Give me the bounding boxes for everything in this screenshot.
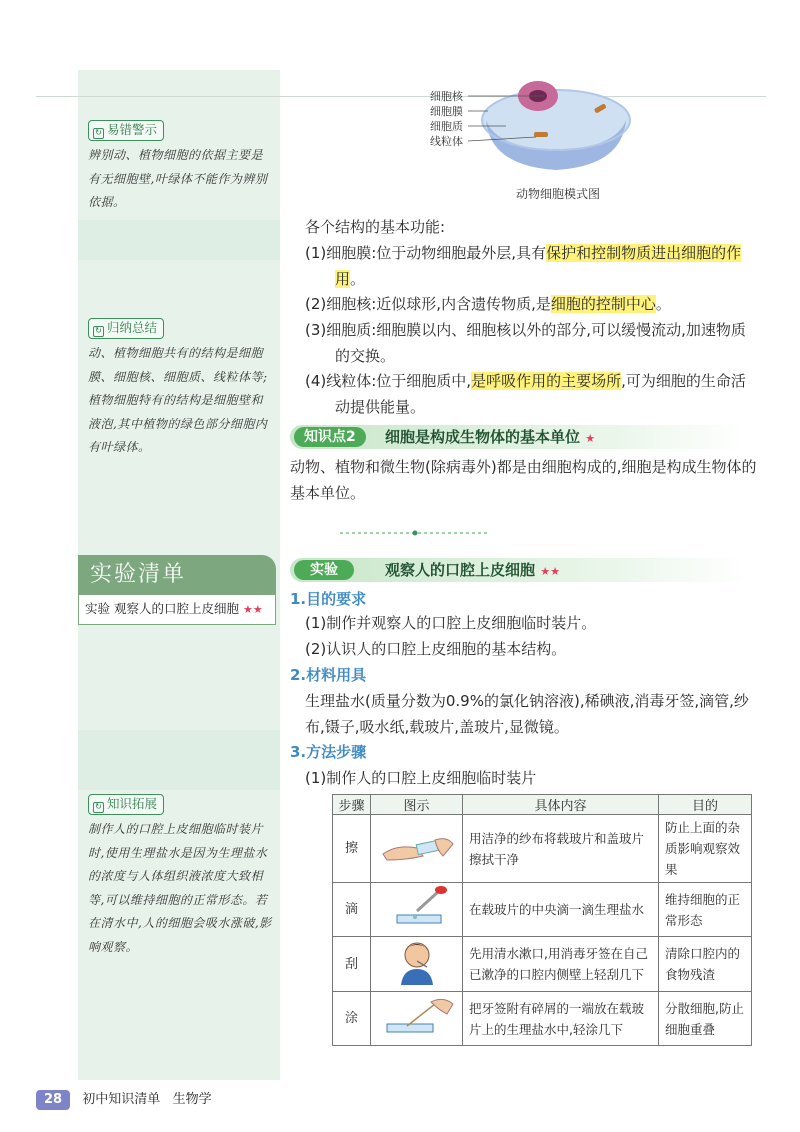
tip-summary-text: 动、植物细胞共有的结构是细胞膜、细胞核、细胞质、线粒体等;植物细胞特有的结构是细胞壁和液泡,其中植物的绿色部分细胞内有叶绿体。 (88, 346, 268, 454)
experiment-list-header: 实验清单 (78, 555, 276, 595)
step-content: 在载玻片的中央滴一滴生理盐水 (463, 883, 659, 937)
step-name: 涂 (333, 992, 371, 1046)
knowledge-point-text: 动物、植物和微生物(除病毒外)都是由细胞构成的,细胞是构成生物体的基本单位。 (290, 458, 757, 502)
page-footer (36, 1090, 212, 1110)
step-name: 滴 (333, 883, 371, 937)
step-name: 刮 (333, 937, 371, 992)
figure-leader-lines (466, 92, 546, 148)
step-illustration-drop (371, 883, 463, 937)
knowledge-point-2-bar (290, 425, 748, 449)
step-illustration-wipe (371, 815, 463, 883)
step-purpose: 分散细胞,防止细胞重叠 (659, 992, 752, 1046)
sidebar-faded-band (78, 220, 280, 260)
section-method-heading: 3.方法步骤 (290, 743, 367, 761)
book-title: 初中知识清单 (82, 1092, 161, 1107)
section-divider (340, 530, 490, 536)
tip-extension-tag: ↻ 知识拓展 (88, 794, 164, 815)
label-cytoplasm: 细胞质 (430, 120, 463, 133)
knowledge-point-pill: 知识点2 (294, 427, 366, 447)
aim-item: (1)制作并观察人的口腔上皮细胞临时装片。 (305, 614, 597, 632)
table-row (333, 815, 752, 883)
function-mitochondria: (4)线粒体:位于细胞质中,是呼吸作用的主要场所,可为细胞的生命活动提供能量。 (305, 372, 746, 416)
tip-icon: ↻ (93, 128, 104, 139)
materials-text: 生理盐水(质量分数为0.9%的氯化钠溶液),稀碘液,消毒牙签,滴管,纱布,镊子,吸水纸,载玻片,盖玻片,显微镜。 (305, 692, 749, 736)
smear-slide-icon (377, 994, 457, 1038)
table-row (333, 883, 752, 937)
method-steps-table (332, 794, 752, 1046)
experiment-pill: 实验 (294, 560, 354, 580)
function-cytoplasm: (3)细胞质:细胞膜以内、细胞核以外的部分,可以缓慢流动,加速物质的交换。 (305, 321, 746, 365)
subject-name: 生物学 (172, 1092, 212, 1107)
experiment-title: 观察人的口腔上皮细胞 ★★ (385, 561, 560, 579)
table-header-row (333, 795, 752, 815)
experiment-bar (290, 558, 748, 582)
label-mitochondria: 线粒体 (430, 135, 463, 148)
functions-intro: 各个结构的基本功能: (305, 218, 446, 236)
label-membrane: 细胞膜 (430, 105, 463, 118)
tip-icon: ↻ (93, 326, 104, 337)
star-icon: ★ (585, 432, 596, 445)
tip-error-text: 辨别动、植物细胞的依据主要是有无细胞壁,叶绿体不能作为辨别依据。 (88, 148, 268, 209)
section-aim-heading: 1.目的要求 (290, 590, 367, 608)
tip-icon: ↻ (93, 802, 104, 813)
wipe-slide-icon (377, 826, 457, 866)
table-header-cell: 具体内容 (463, 795, 659, 815)
step-purpose: 防止上面的杂质影响观察效果 (659, 815, 752, 883)
tip-extension-text: 制作人的口腔上皮细胞临时装片时,使用生理盐水是因为生理盐水的浓度与人体组织液浓度大致相等,可以维持细胞的正常形态。若在清水中,人的细胞会吸水涨破,影响观察。 (88, 822, 272, 954)
step-illustration-scrape (371, 937, 463, 992)
table-row (333, 937, 752, 992)
star-icon: ★★ (242, 603, 263, 616)
sidebar-faded-band (78, 730, 280, 790)
function-membrane: (1)细胞膜:位于动物细胞最外层,具有保护和控制物质进出细胞的作用。 (305, 244, 742, 288)
step-purpose: 维持细胞的正常形态 (659, 883, 752, 937)
header-rule (36, 96, 766, 97)
step-purpose: 清除口腔内的食物残渣 (659, 937, 752, 992)
table-header-cell: 图示 (371, 795, 463, 815)
step-content: 把牙签附有碎屑的一端放在载玻片上的生理盐水中,轻涂几下 (463, 992, 659, 1046)
aim-item: (2)认识人的口腔上皮细胞的基本结构。 (305, 640, 567, 658)
page-number: 28 (36, 1090, 70, 1110)
method-sub-heading: (1)制作人的口腔上皮细胞临时装片 (305, 769, 537, 787)
experiment-list-item: 实验 观察人的口腔上皮细胞 ★★ (78, 595, 276, 625)
person-scraping-icon (387, 937, 447, 985)
star-icon: ★★ (540, 565, 560, 578)
dropper-icon (377, 885, 457, 929)
label-nucleus: 细胞核 (430, 90, 463, 103)
step-name: 擦 (333, 815, 371, 883)
knowledge-point-title: 细胞是构成生物体的基本单位 ★ (385, 428, 596, 446)
figure-caption: 动物细胞模式图 (516, 187, 601, 201)
section-materials-heading: 2.材料用具 (290, 666, 367, 684)
step-content: 先用清水漱口,用消毒牙签在自己已漱净的口腔内侧壁上轻刮几下 (463, 937, 659, 992)
tip-error-tag: ↻ 易错警示 (88, 120, 164, 141)
step-illustration-smear (371, 992, 463, 1046)
function-nucleus: (2)细胞核:近似球形,内含遗传物质,是细胞的控制中心。 (305, 295, 671, 313)
table-row (333, 992, 752, 1046)
table-header-cell: 步骤 (333, 795, 371, 815)
tip-summary-tag: ↻ 归纳总结 (88, 318, 164, 339)
step-content: 用洁净的纱布将载玻片和盖玻片擦拭干净 (463, 815, 659, 883)
table-header-cell: 目的 (659, 795, 752, 815)
